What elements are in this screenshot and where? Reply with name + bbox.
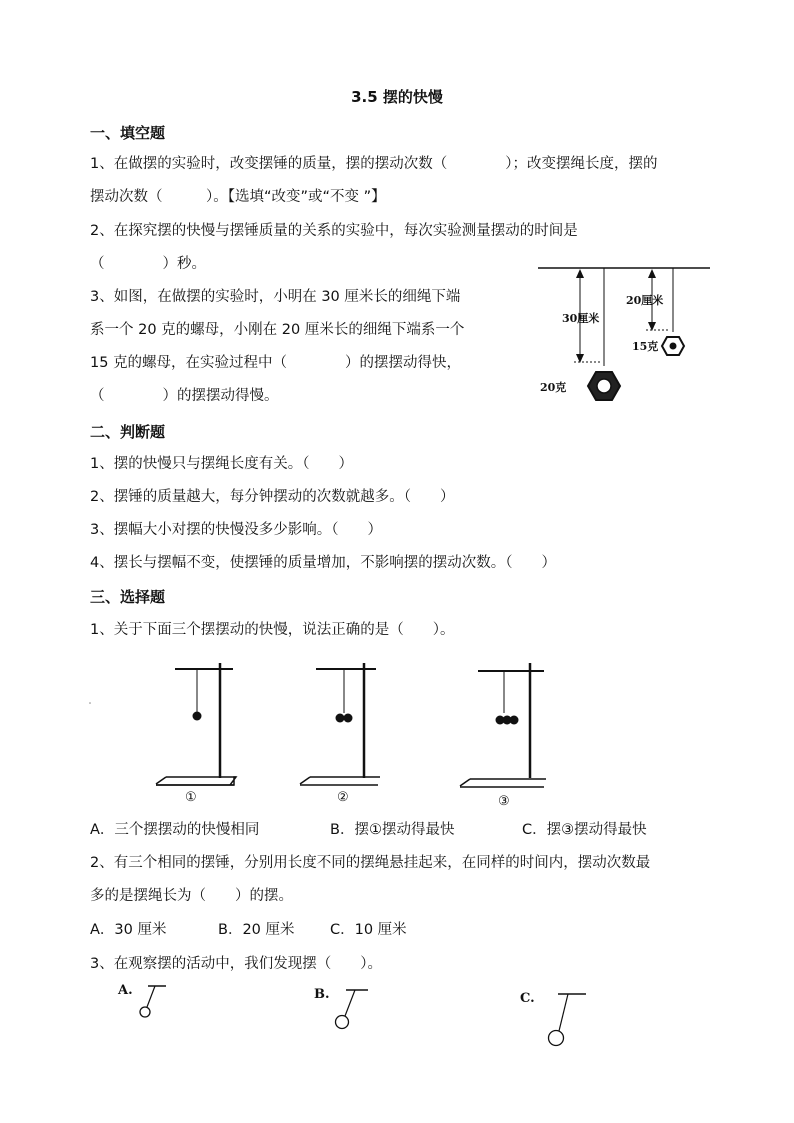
fill-q1-line1: 1、在做摆的实验时，改变摆锤的质量，摆的摆动次数（ ）；改变摆绳长度，摆的 bbox=[90, 156, 658, 172]
stand-label-3: ③ bbox=[498, 794, 510, 809]
choice-q3-label-b: B. bbox=[314, 987, 330, 1002]
judge-q4: 4、摆长与摆幅不变，使摆锤的质量增加，不影响摆的摆动次数。（ ） bbox=[90, 555, 556, 571]
fill-q2-line2: （ ）秒。 bbox=[90, 256, 206, 272]
fill-q2-line1: 2、在探究摆的快慢与摆锤质量的关系的实验中，每次实验测量摆动的时间是 bbox=[90, 223, 578, 239]
choice-q2-line1: 2、有三个相同的摆锤，分别用长度不同的摆绳悬挂起来，在同样的时间内，摆动次数最 bbox=[90, 855, 651, 871]
fill-q1-line2: 摆动次数（ ）。【选填“改变”或“不变 ”】 bbox=[90, 189, 386, 205]
stand-label-1: ① bbox=[185, 790, 197, 805]
three-pendulum-stands-figure bbox=[80, 655, 560, 815]
choice-q3-pendulum-c bbox=[520, 991, 586, 1046]
choice-q1: 1、关于下面三个摆摆动的快慢，说法正确的是（ ）。 bbox=[90, 622, 455, 638]
fill-q3-line1: 3、如图，在做摆的实验时，小明在 30 厘米长的细绳下端 bbox=[90, 289, 461, 305]
page-title: 3.5 摆的快慢 bbox=[351, 88, 443, 106]
choice-q3-pendulums-figure bbox=[110, 978, 610, 1053]
pendulum-stand-1 bbox=[156, 663, 236, 805]
judge-q2: 2、摆锤的质量越大，每分钟摆动的次数就越多。（ ） bbox=[90, 489, 455, 505]
judge-q1: 1、摆的快慢只与摆绳长度有关。（ ） bbox=[90, 456, 353, 472]
section-heading-judge: 二、判断题 bbox=[90, 423, 166, 441]
pendulum-stand-3 bbox=[460, 663, 546, 809]
choice-q1-option-a: A．三个摆摆动的快慢相同 bbox=[90, 822, 260, 838]
fill-q3-line2: 系一个 20 克的螺母，小刚在 20 厘米长的细绳下端系一个 bbox=[90, 322, 465, 338]
choice-q3-label-c: C. bbox=[520, 991, 535, 1006]
fill-q3-line3: 15 克的螺母，在实验过程中（ ）的摆摆动得快， bbox=[90, 355, 462, 371]
choice-q2-line2: 多的是摆绳长为（ ）的摆。 bbox=[90, 888, 293, 904]
choice-q3-label-a: A. bbox=[118, 983, 133, 998]
judge-q3: 3、摆幅大小对摆的快慢没多少影响。（ ） bbox=[90, 522, 382, 538]
section-heading-choice: 三、选择题 bbox=[90, 588, 166, 606]
label-15g: 15克 bbox=[632, 340, 659, 353]
label-20cm: 20厘米 bbox=[626, 294, 664, 307]
pendulum-stand-2 bbox=[300, 663, 380, 805]
choice-q3-pendulum-a bbox=[117, 983, 166, 1017]
choice-q2-option-c: C．10 厘米 bbox=[330, 922, 407, 938]
label-30cm: 30厘米 bbox=[562, 312, 600, 325]
choice-q2-option-b: B．20 厘米 bbox=[218, 922, 295, 938]
pendulum-length-figure bbox=[530, 258, 720, 418]
choice-q3: 3、在观察摆的活动中，我们发现摆（ ）。 bbox=[90, 956, 382, 972]
choice-q1-option-c: C．摆③摆动得最快 bbox=[522, 822, 647, 838]
choice-q1-option-b: B．摆①摆动得最快 bbox=[330, 822, 455, 838]
stand-label-2: ② bbox=[337, 790, 349, 805]
label-20g: 20克 bbox=[540, 381, 567, 394]
choice-q3-pendulum-b bbox=[314, 987, 368, 1029]
fill-q3-line4: （ ）的摆摆动得慢。 bbox=[90, 388, 279, 404]
choice-q2-option-a: A．30 厘米 bbox=[90, 922, 167, 938]
section-heading-fill: 一、填空题 bbox=[90, 124, 166, 142]
